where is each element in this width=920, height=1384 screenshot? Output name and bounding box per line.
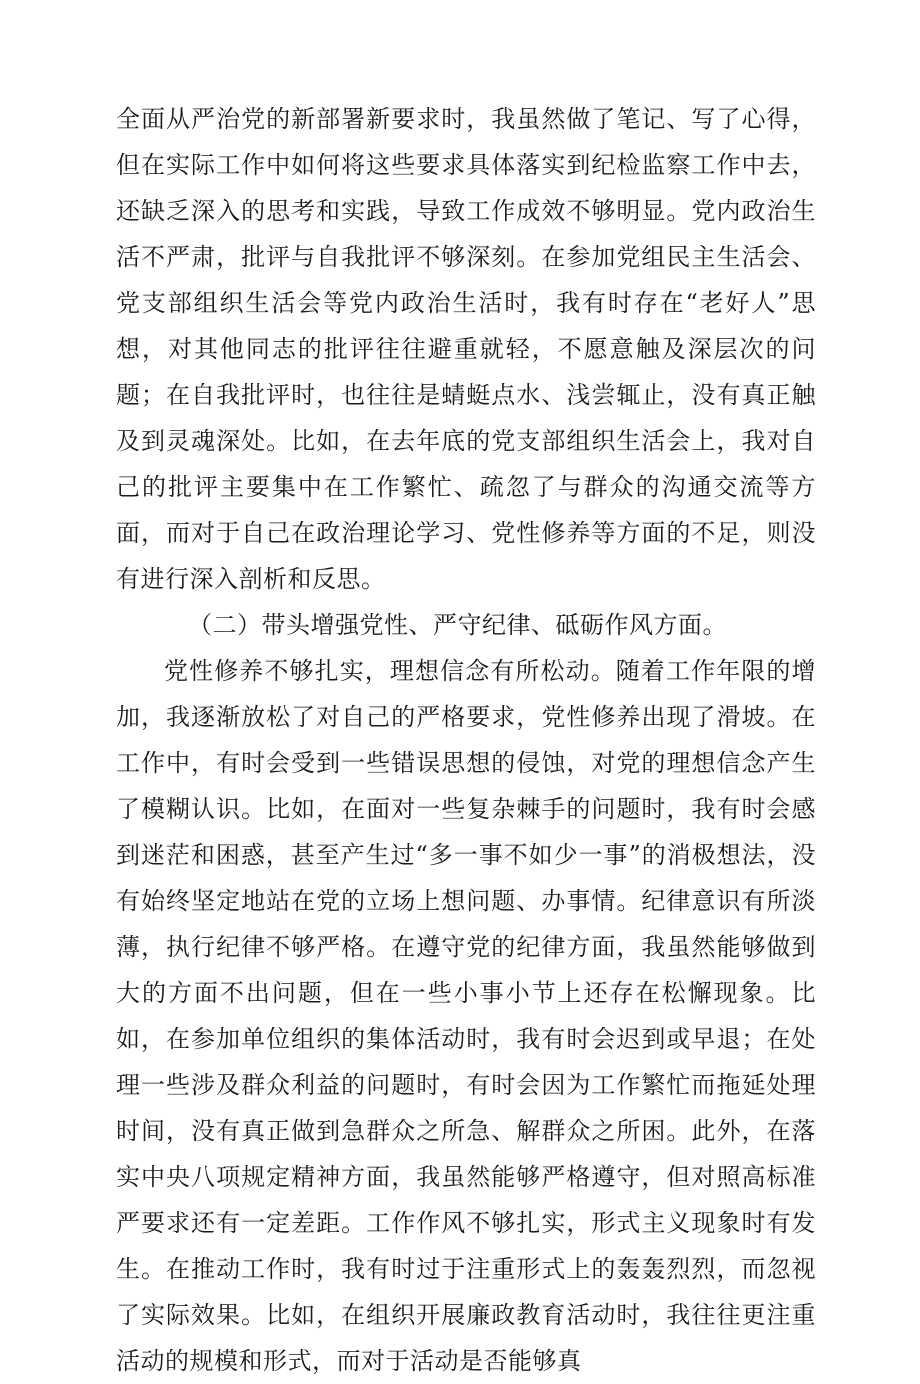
paragraph-party-discipline: 党性修养不够扎实，理想信念有所松动。随着工作年限的增加，我逐渐放松了对自己的严格要求，党性修养出现了滑坡。在工作中，有时会受到一些错误思想的侵蚀，对党的理想信念产生了模糊认识。比如，在面对一些复杂棘手的问题时，我有时会感到迷茫和困惑，甚至产生过“多一事不如少一事”的消极想法，没有始终坚定地站在党的立场上想问题、办事情。纪律意识有所淡薄，执行纪律不够严格。在遵守党的纪律方面，我虽然能够做到大的方面不出问题，但在一些小事小节上还存在松懈现象。比如，在参加单位组织的集体活动时，我有时会迟到或早退；在处理一些涉及群众利益的问题时，有时会因为工作繁忙而拖延处理时间，没有真正做到急群众之所急、解群众之所困。此外，在落实中央八项规定精神方面，我虽然能够严格遵守，但对照高标准严要求还有一定差距。工作作风不够扎实，形式主义现象时有发生。在推动工作时，我有时过于注重形式上的轰轰烈烈，而忽视了实际效果。比如，在组织开展廉政教育活动时，我往往更注重活动的规模和形式，而对于活动是否能够真	[116, 657, 816, 1375]
paragraph-continuation: 全面从严治党的新部署新要求时，我虽然做了笔记、写了心得，但在实际工作中如何将这些要求具体落实到纪检监察工作中去，还缺乏深入的思考和实践，导致工作成效不够明显。党内政治生活不严肃，批评与自我批评不够深刻。在参加党组民主生活会、党支部组织生活会等党内政治生活时，我有时存在“老好人”思想，对其他同志的批评往往避重就轻，不愿意触及深层次的问题；在自我批评时，也往往是蜻蜓点水、浅尝辄止，没有真正触及到灵魂深处。比如，在去年底的党支部组织生活会上，我对自己的批评主要集中在工作繁忙、疏忽了与群众的沟通交流等方面，而对于自己在政治理论学习、党性修养等方面的不足，则没有进行深入剖析和反思。	[116, 105, 816, 593]
section-heading: （二）带头增强党性、严守纪律、砥砺作风方面。	[188, 611, 727, 639]
document-body	[116, 96, 816, 1384]
